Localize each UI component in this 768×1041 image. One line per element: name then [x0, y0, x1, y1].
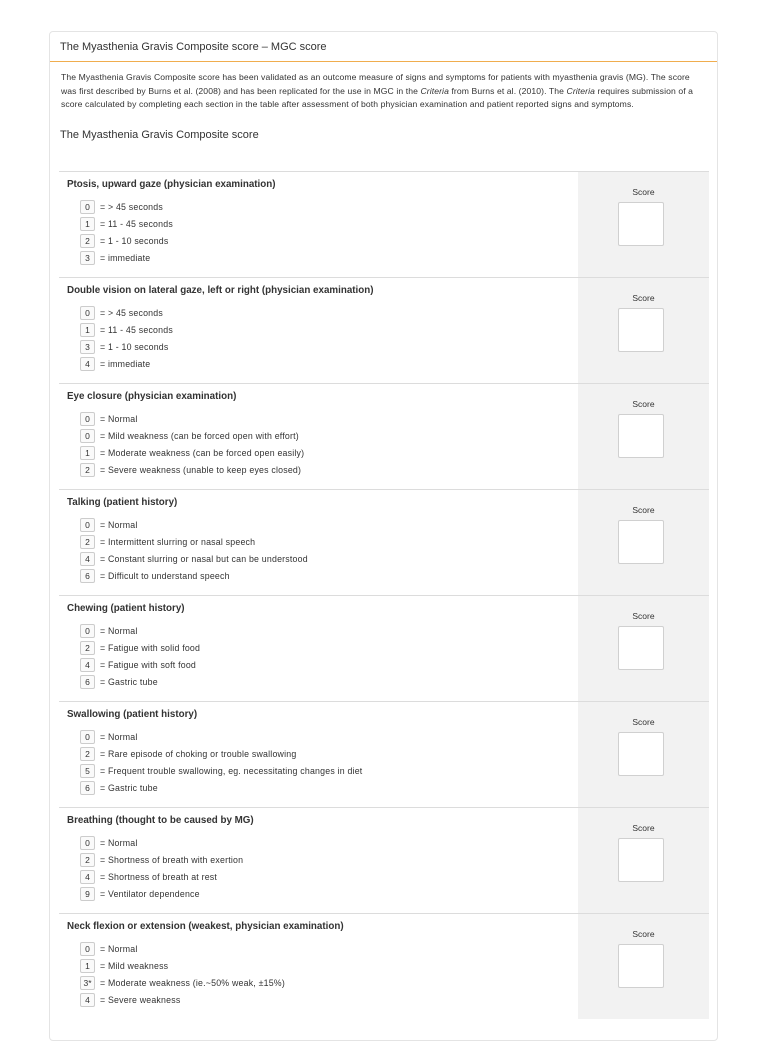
score-value-badge: 4	[80, 993, 95, 1007]
intro-criteria-1: Criteria	[420, 85, 449, 96]
score-option	[67, 321, 578, 338]
intro-text-2: from Burns et al. (2010). The	[448, 85, 567, 96]
score-value-badge: 4	[80, 552, 95, 566]
score-option	[67, 533, 578, 550]
score-option	[67, 568, 578, 585]
score-value-badge: 2	[80, 535, 95, 549]
score-label: Score	[632, 187, 655, 197]
score-option-text: = Intermittent slurring or nasal speech	[100, 536, 256, 547]
score-section-row	[59, 913, 709, 1019]
section-criteria	[59, 384, 578, 489]
score-option	[67, 834, 578, 851]
score-option-text: = Fatigue with solid food	[100, 642, 201, 653]
score-option	[67, 639, 578, 656]
score-input[interactable]	[618, 732, 664, 776]
score-option	[67, 427, 578, 444]
score-option-text: = 1 - 10 seconds	[100, 341, 169, 352]
score-column	[578, 914, 709, 1019]
score-label: Score	[632, 611, 655, 621]
score-value-badge: 0	[80, 730, 95, 744]
score-column	[578, 384, 709, 489]
score-option-text: = Severe weakness (unable to keep eyes closed)	[100, 465, 302, 476]
score-value-badge: 0	[80, 412, 95, 426]
score-section-row	[59, 595, 709, 701]
score-option-text: = > 45 seconds	[100, 201, 163, 212]
score-input[interactable]	[618, 944, 664, 988]
score-value-badge: 2	[80, 747, 95, 761]
score-section-row	[59, 383, 709, 489]
section-title: Swallowing (patient history)	[67, 709, 198, 720]
score-option-text: = Shortness of breath at rest	[100, 871, 218, 882]
intro-criteria-2: Criteria	[566, 85, 596, 96]
score-option-text: = Normal	[100, 413, 138, 424]
score-option	[67, 992, 578, 1009]
score-value-badge: 3	[80, 340, 95, 354]
score-option	[67, 410, 578, 427]
score-table	[59, 171, 709, 1019]
score-value-badge: 0	[80, 200, 95, 214]
score-value-badge: 0	[80, 306, 95, 320]
score-column	[578, 172, 709, 277]
score-option	[67, 250, 578, 267]
score-value-badge: 4	[80, 870, 95, 884]
score-option	[67, 215, 578, 232]
score-value-badge: 3	[80, 251, 95, 265]
score-option	[67, 728, 578, 745]
score-option-text: = Moderate weakness (ie.~50% weak, ±15%)	[100, 977, 285, 988]
score-value-badge: 2	[80, 853, 95, 867]
score-option	[67, 622, 578, 639]
intro-text-3: requires submission of a score calculated by completing each section in the table after assessment of both physician examination and patient reported signs and symptoms.	[61, 85, 694, 109]
score-option-text: = 11 - 45 seconds	[100, 218, 173, 229]
score-option-text: = immediate	[100, 253, 151, 264]
score-option	[67, 868, 578, 885]
score-label: Score	[632, 505, 655, 515]
score-column	[578, 702, 709, 807]
score-label: Score	[632, 929, 655, 939]
score-section-row	[59, 701, 709, 807]
score-value-badge: 1	[80, 959, 95, 973]
score-option	[67, 198, 578, 215]
score-option-text: = Constant slurring or nasal but can be understood	[100, 553, 308, 564]
score-option-text: = Frequent trouble swallowing, eg. necessitating changes in diet	[100, 765, 363, 776]
score-section-row	[59, 489, 709, 595]
score-input[interactable]	[618, 202, 664, 246]
section-criteria	[59, 702, 578, 807]
section-title: Chewing (patient history)	[67, 603, 185, 614]
score-value-badge: 6	[80, 675, 95, 689]
score-option	[67, 940, 578, 957]
score-value-badge: 2	[80, 641, 95, 655]
score-option	[67, 550, 578, 567]
score-label: Score	[632, 293, 655, 303]
score-value-badge: 6	[80, 569, 95, 583]
score-value-badge: 4	[80, 357, 95, 371]
score-option	[67, 780, 578, 797]
intro-paragraph	[50, 62, 717, 112]
score-option	[67, 444, 578, 461]
section-criteria	[59, 490, 578, 595]
score-input[interactable]	[618, 308, 664, 352]
score-option-text: = Gastric tube	[100, 783, 158, 794]
score-option	[67, 886, 578, 903]
score-option-text: = Shortness of breath with exertion	[100, 854, 244, 865]
score-value-badge: 0	[80, 429, 95, 443]
section-criteria	[59, 596, 578, 701]
score-option-text: = 11 - 45 seconds	[100, 324, 173, 335]
section-criteria	[59, 808, 578, 913]
mgc-score-panel	[49, 31, 718, 1041]
score-label: Score	[632, 399, 655, 409]
score-section-row	[59, 171, 709, 277]
score-option-text: = Mild weakness	[100, 960, 169, 971]
section-criteria	[59, 172, 578, 277]
score-option	[67, 232, 578, 249]
score-option-text: = Mild weakness (can be forced open with effort)	[100, 430, 299, 441]
score-option-text: = Gastric tube	[100, 677, 158, 688]
score-section-row	[59, 277, 709, 383]
section-title: Neck flexion or extension (weakest, physician examination)	[67, 921, 344, 932]
score-column	[578, 278, 709, 383]
score-option-text: = Rare episode of choking or trouble swallowing	[100, 748, 297, 759]
section-title: Ptosis, upward gaze (physician examination)	[67, 179, 276, 190]
score-option-text: = > 45 seconds	[100, 307, 163, 318]
score-option-text: = Moderate weakness (can be forced open easily)	[100, 447, 305, 458]
panel-title: The Myasthenia Gravis Composite score – MGC score	[60, 40, 327, 53]
score-value-badge: 9	[80, 887, 95, 901]
score-value-badge: 5	[80, 764, 95, 778]
score-option-text: = Fatigue with soft food	[100, 659, 196, 670]
score-label: Score	[632, 717, 655, 727]
score-option	[67, 957, 578, 974]
section-title: Breathing (thought to be caused by MG)	[67, 815, 254, 826]
section-title: Double vision on lateral gaze, left or right (physician examination)	[67, 285, 374, 296]
score-label: Score	[632, 823, 655, 833]
score-option-text: = Severe weakness	[100, 995, 181, 1006]
score-option	[67, 674, 578, 691]
score-input[interactable]	[618, 520, 664, 564]
score-value-badge: 0	[80, 836, 95, 850]
score-option-text: = Normal	[100, 943, 138, 954]
score-option	[67, 762, 578, 779]
score-option	[67, 851, 578, 868]
score-column	[578, 808, 709, 913]
score-input[interactable]	[618, 414, 664, 458]
score-value-badge: 0	[80, 942, 95, 956]
score-input[interactable]	[618, 838, 664, 882]
section-criteria	[59, 278, 578, 383]
score-value-badge: 1	[80, 323, 95, 337]
score-option-text: = Normal	[100, 731, 138, 742]
score-option	[67, 516, 578, 533]
score-value-badge: 2	[80, 463, 95, 477]
score-option	[67, 974, 578, 991]
score-option	[67, 304, 578, 321]
score-option-text: = Difficult to understand speech	[100, 571, 230, 582]
score-value-badge: 4	[80, 658, 95, 672]
score-option	[67, 745, 578, 762]
table-heading: The Myasthenia Gravis Composite score	[60, 128, 259, 141]
intro-text-1: The Myasthenia Gravis Composite score has been validated as an outcome measure of signs and symptoms for patients with myasthenia gravis (MG). The score was first described by Burns et al. (2008) and has been replicated for the use in MGC in the	[61, 72, 690, 96]
score-option-text: = Normal	[100, 625, 138, 636]
score-value-badge: 0	[80, 624, 95, 638]
score-section-row	[59, 807, 709, 913]
score-input[interactable]	[618, 626, 664, 670]
section-title: Talking (patient history)	[67, 497, 178, 508]
panel-heading	[50, 32, 717, 62]
score-option-text: = 1 - 10 seconds	[100, 235, 169, 246]
score-value-badge: 3*	[80, 976, 95, 990]
score-option	[67, 356, 578, 373]
score-option	[67, 462, 578, 479]
score-option-text: = Ventilator dependence	[100, 889, 200, 900]
score-column	[578, 596, 709, 701]
score-value-badge: 0	[80, 518, 95, 532]
score-option-text: = immediate	[100, 359, 151, 370]
section-title: Eye closure (physician examination)	[67, 391, 237, 402]
score-value-badge: 2	[80, 234, 95, 248]
score-option-text: = Normal	[100, 837, 138, 848]
score-option	[67, 656, 578, 673]
score-value-badge: 1	[80, 217, 95, 231]
score-option	[67, 338, 578, 355]
section-criteria	[59, 914, 578, 1019]
score-value-badge: 1	[80, 446, 95, 460]
score-column	[578, 490, 709, 595]
score-option-text: = Normal	[100, 519, 138, 530]
score-value-badge: 6	[80, 781, 95, 795]
